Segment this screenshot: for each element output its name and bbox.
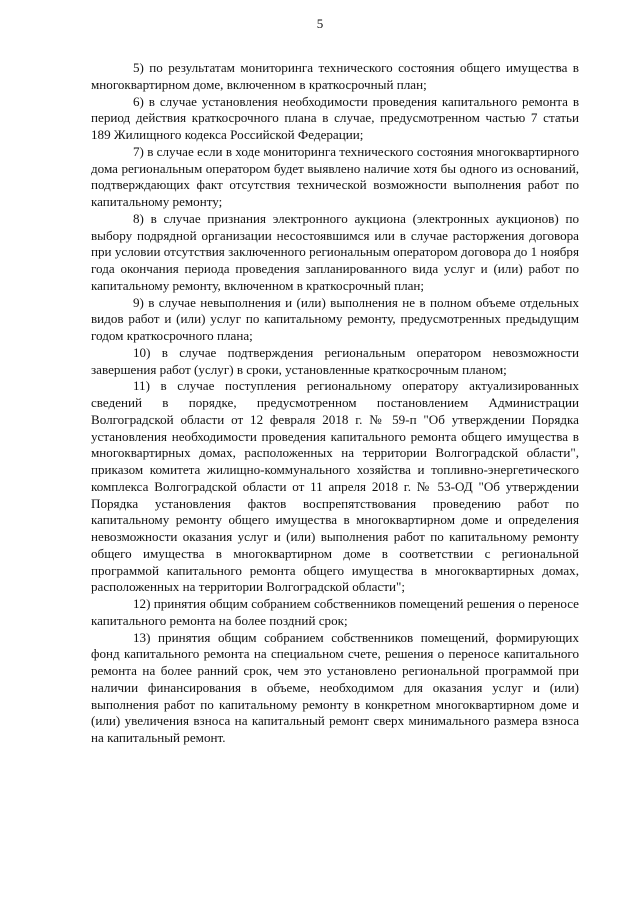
list-item-13: 13) принятия общим собранием собственников помещений, формирующих фонд капитального ремонта на специальном счете, решения о переносе капитального ремонта на более ранний срок, чем это установлено региональной программой при наличии финансирования в объеме, необходимом для оказания услуг и (или) выполнения работ по капитальному ремонту в конкретном многоквартирном доме и (или) увеличения взноса на капитальный ремонт сверх минимального размера взноса на капитальный ремонт. [91,629,579,745]
document-body [91,60,579,747]
list-item-12: 12) принятия общим собранием собственников помещений решения о переносе капитального ремонта на более поздний срок; [91,596,579,628]
list-item-8: 8) в случае признания электронного аукциона (электронных аукционов) по выбору подрядной организации несостоявшимся или в случае расторжения договора при условии отсутствия заключенного региональным оператором договора до 1 ноября года окончания периода проведения запланированного вида услуг и (или) работ по капитальному ремонту, включенном в краткосрочный план; [91,210,579,293]
list-item-5: 5) по результатам мониторинга технического состояния общего имущества в многоквартирном доме, включенном в краткосрочный план; [91,60,579,92]
page-number: 5 [316,16,324,31]
list-item-9: 9) в случае невыполнения и (или) выполнения не в полном объеме отдельных видов работ и (или) услуг по капитальному ремонту, предусмотренных предыдущим годом краткосрочного плана; [91,294,579,343]
list-item-11: 11) в случае поступления региональному оператору актуализированных сведений в порядке, предусмотренном постановлением Администрации Волгоградской области от 12 февраля 2018 г. № 59-п "Об утверждении Порядка установления необходимости проведения капитального ремонта общего имущества в многоквартирных домах, расположенных на территории Волгоградской области", приказом комитета жилищно-коммунального хозяйства и топливно-энергетического комплекса Волгоградской области от 11 апреля 2018 г. № 53-ОД "Об утверждении Порядка установления фактов воспрепятствования проведению работ по капитальному ремонту общего имущества в многоквартирном доме и определения невозможности оказания услуг и (или) выполнения работ по капитальному ремонту общего имущества в многоквартирном доме в соответствии с региональной программой капитального ремонта общего имущества в многоквартирных домах, расположенных на территории Волгоградской области"; [91,378,579,595]
list-item-6: 6) в случае установления необходимости проведения капитального ремонта в период действия краткосрочного плана в случае, предусмотренном частью 7 статьи 189 Жилищного кодекса Российской Федерации; [91,93,579,142]
list-item-7: 7) в случае если в ходе мониторинга технического состояния многоквартирного дома региональным оператором будет выявлено наличие хотя бы одного из оснований, подтверждающих факт отсутствия технической возможности выполнения работ по капитальному ремонту; [91,143,579,209]
list-item-10: 10) в случае подтверждения региональным оператором невозможности завершения работ (услуг) в сроки, установленные краткосрочным планом; [91,344,579,377]
